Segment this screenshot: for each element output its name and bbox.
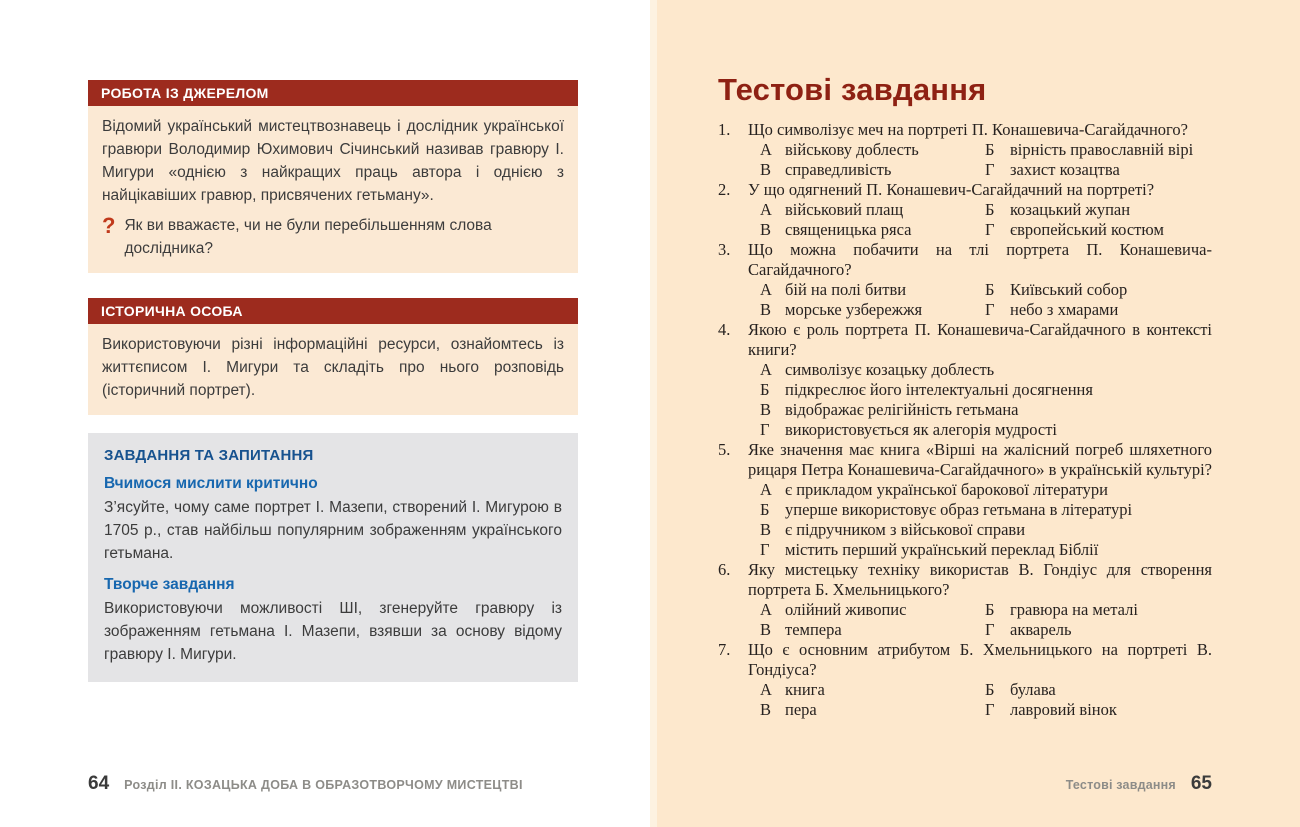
option-letter: Г [760,420,770,439]
answer-option [760,700,985,720]
option-text: військовий плащ [785,200,904,219]
option-text: акварель [1010,620,1072,639]
option-text: гравюра на металі [1010,600,1138,619]
option-text: справедливість [785,160,892,179]
task-section-creative [104,576,562,666]
option-text: захист козацтва [1010,160,1120,179]
answer-option [985,140,1212,160]
option-text: уперше використовує образ гетьмана в літературі [785,500,1133,519]
option-letter: В [760,620,772,639]
option-text: бій на полі битви [785,280,907,299]
question-text: Яку мистецьку техніку використав В. Гондіус для створення портрета Б. Хмельницького? [748,560,1212,599]
historical-person-box [88,298,578,415]
answer-option [760,520,1212,540]
option-letter: В [760,700,772,719]
question-number: 3. [718,240,731,259]
task-section-critical-thinking [104,475,562,565]
task-subheading: Творче завдання [104,576,235,593]
option-letter: Г [985,160,995,179]
option-letter: А [760,280,772,299]
source-box [88,80,578,273]
right-page [650,0,1300,827]
chapter-title: Розділ ІІ. КОЗАЦЬКА ДОБА В ОБРАЗОТВОРЧОМУ МИСТЕЦТВІ [124,778,523,792]
task-subheading: Вчимося мислити критично [104,475,318,492]
page-title: Тестові завдання [718,72,987,107]
question-text: Що можна побачити на тлі портрета П. Конашевича-Сагайдачного? [748,240,1212,279]
answer-option [760,200,985,220]
question-options [760,360,1212,440]
question-number: 1. [718,120,731,139]
answer-option [760,160,985,180]
answer-option [760,400,1212,420]
option-letter: А [760,480,772,499]
option-letter: Б [985,280,995,299]
answer-option [985,620,1212,640]
option-text: пера [785,700,817,719]
question-item [718,640,1212,720]
question-number: 6. [718,560,731,579]
option-text: олійний живопис [785,600,907,619]
question-options [760,140,1212,180]
option-letter: Б [985,140,995,159]
option-text: книга [785,680,825,699]
option-letter: Б [760,500,770,519]
answer-option [760,620,985,640]
option-text: європейський костюм [1010,220,1164,239]
historical-person-box-body: Використовуючи різні інформаційні ресурси, ознайомтесь із життєписом І. Мигури та складіть про нього розповідь (історичний портрет). [88,324,578,415]
question-text: Що є основним атрибутом Б. Хмельницького на портреті В. Гондіуса? [748,640,1212,679]
question-options [760,480,1212,560]
answer-option [985,220,1212,240]
source-box-header: РОБОТА ІЗ ДЖЕРЕЛОМ [88,80,578,106]
historical-person-box-header: ІСТОРИЧНА ОСОБА [88,298,578,324]
option-text: темпера [785,620,842,639]
question-item [718,440,1212,560]
option-text: булава [1010,680,1056,699]
page-number: 65 [1190,773,1212,794]
option-text: морське узбережжя [785,300,923,319]
tasks-box-header: ЗАВДАННЯ ТА ЗАПИТАННЯ [104,447,314,464]
task-text: Використовуючи можливості ШІ, згенеруйте гравюру із зображенням гетьмана І. Мазепи, взявши за основу відому гравюру І. Мигури. [104,600,562,663]
question-head [718,440,1212,480]
answer-option [985,200,1212,220]
option-text: відображає релігійність гетьмана [785,400,1019,419]
option-letter: Б [760,380,770,399]
left-page-footer [88,773,523,795]
option-text: символізує козацьку доблесть [785,360,995,379]
option-text: є підручником з військової справи [785,520,1026,539]
answer-option [760,420,1212,440]
answer-option [760,500,1212,520]
option-letter: А [760,680,772,699]
option-text: вірність православній вірі [1010,140,1194,159]
option-letter: В [760,520,772,539]
answer-option [760,540,1212,560]
option-letter: Б [985,680,995,699]
option-letter: Г [985,700,995,719]
answer-option [985,280,1212,300]
option-text: підкреслює його інтелектуальні досягнення [785,380,1093,399]
source-box-body [88,106,578,273]
option-letter: Г [985,220,995,239]
answer-option [985,300,1212,320]
task-text: З’ясуйте, чому саме портрет І. Мазепи, створений І. Мигурою в 1705 р., став найбільш популярним зображенням українського гетьмана. [104,499,562,562]
option-letter: А [760,200,772,219]
question-text: Що символізує меч на портреті П. Конашевича-Сагайдачного? [748,120,1188,139]
answer-option [985,700,1212,720]
answer-option [760,140,985,160]
question-number: 7. [718,640,731,659]
answer-option [760,280,985,300]
question-head [718,120,1212,140]
option-letter: А [760,600,772,619]
option-text: небо з хмарами [1010,300,1119,319]
question-text: Яке значення має книга «Вірші на жалісний погреб шляхетного рицаря Петра Конашевича-Сагайдачного» в українській культурі? [748,440,1212,479]
option-text: використовується як алегорія мудрості [785,420,1058,439]
option-text: священицька ряса [785,220,912,239]
question-options [760,200,1212,240]
question-number: 2. [718,180,731,199]
answer-option [760,220,985,240]
question-item [718,120,1212,180]
question-item [718,240,1212,320]
option-letter: Г [985,300,995,319]
option-letter: В [760,160,772,179]
option-text: військову доблесть [785,140,919,159]
answer-option [760,480,1212,500]
answer-option [760,300,985,320]
question-item [718,320,1212,440]
option-letter: В [760,220,772,239]
option-letter: В [760,300,772,319]
option-letter: Б [985,200,995,219]
answer-option [985,600,1212,620]
answer-option [760,380,1212,400]
question-item [718,180,1212,240]
option-text: лавровий вінок [1010,700,1117,719]
option-letter: В [760,400,772,419]
question-options [760,600,1212,640]
question-number: 4. [718,320,731,339]
footer-section-label: Тестові завдання [1065,778,1176,792]
question-head [718,560,1212,600]
option-letter: А [760,360,772,379]
answer-option [760,360,1212,380]
question-mark-icon: ? [102,213,116,238]
option-letter: Г [985,620,995,639]
questions-list [718,120,1212,720]
option-text: є прикладом української барокової літератури [785,480,1108,499]
answer-option [760,600,985,620]
question-text: У що одягнений П. Конашевич-Сагайдачний на портреті? [748,180,1155,199]
question-head [718,180,1212,200]
source-question-row [102,214,564,260]
source-box-text: Відомий український мистецтвознавець і дослідник української гравюри Володимир Юхимович Січинський називав гравюру І. Мигури «однією з найкращих праць автора і однією з найцікавіших гравюр, присвячених гетьману». [102,118,564,204]
question-number: 5. [718,440,731,459]
answer-option [985,680,1212,700]
option-letter: Г [760,540,770,559]
question-head [718,320,1212,360]
answer-option [985,160,1212,180]
source-question-text: Як ви вважаєте, чи не були перебільшенням слова дослідника? [124,217,492,257]
answer-option [760,680,985,700]
option-letter: Б [985,600,995,619]
option-letter: А [760,140,772,159]
tasks-box [88,433,578,682]
question-item [718,560,1212,640]
option-text: містить перший український переклад Біблії [785,540,1099,559]
page-number: 64 [88,773,110,794]
question-text: Якою є роль портрета П. Конашевича-Сагайдачного в контексті книги? [748,320,1212,359]
question-options [760,280,1212,320]
right-page-footer [1066,773,1212,795]
question-options [760,680,1212,720]
option-text: Київський собор [1010,280,1128,299]
question-head [718,640,1212,680]
option-text: козацький жупан [1010,200,1131,219]
question-head [718,240,1212,280]
